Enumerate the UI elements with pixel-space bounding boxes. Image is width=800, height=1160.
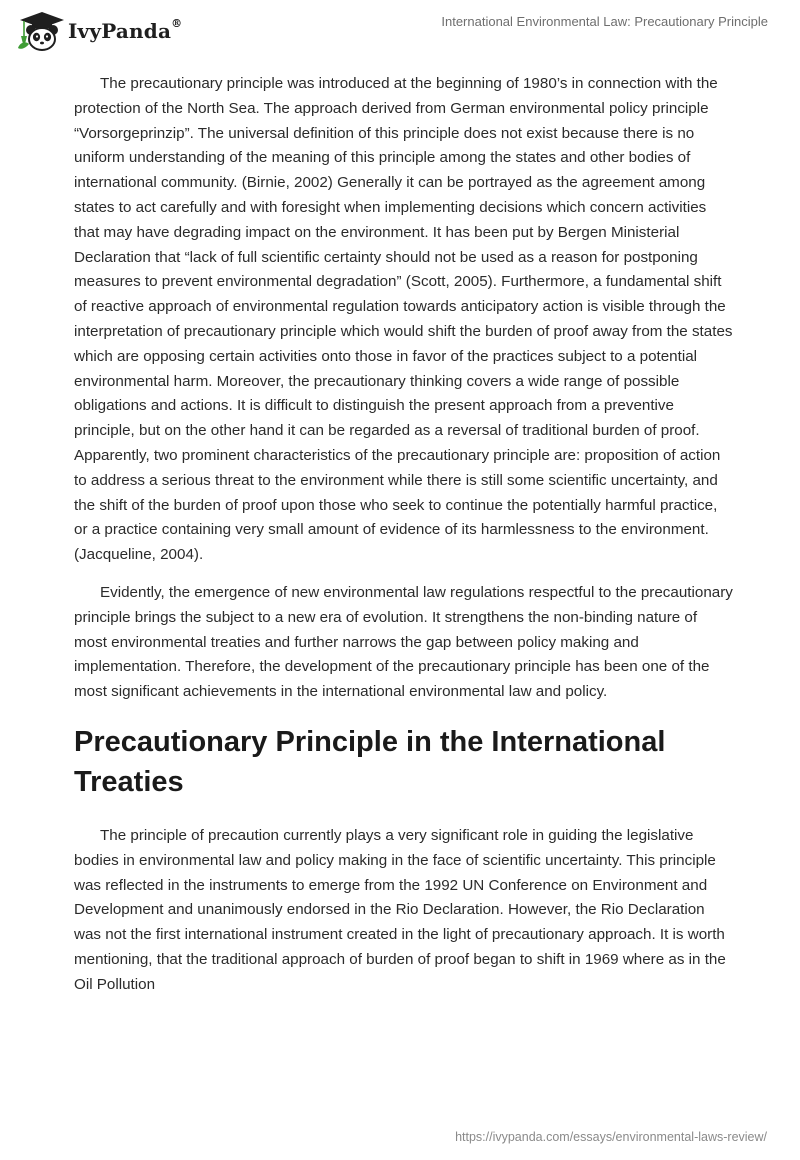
essay-content (74, 72, 734, 1011)
panda-graduate-icon (14, 10, 66, 54)
paragraph-1: The precautionary principle was introduced at the beginning of 1980’s in connection with the protection of the North Sea. The approach derived from German environmental policy principle “Vorsorgeprinzip”. The universal definition of this principle does not exist because there is no uniform understanding of the meaning of this principle among the states and other bodies of international community. (Birnie, 2002) Generally it can be portrayed as the agreement among states to act carefully and with foresight when implementing decisions which concern activities that may have degrading impact on the environment. It has been put by Bergen Ministerial Declaration that “lack of full scientific certainty should not be used as a reason for postponing measures to prevent environmental degradation” (Scott, 2005). Furthermore, a fundamental shift of reactive approach of environmental regulation towards anticipatory action is visible through the interpretation of precautionary principle which would shift the burden of proof away from the states which are opposing certain activities onto those in favor of the practices subject to a potential environmental harm. Moreover, the precautionary thinking covers a wide range of possible obligations and actions. It is difficult to distinguish the present approach from a preventive principle, but on the other hand it can be regarded as a reversal of traditional burden of proof. Apparently, two prominent characteristics of the precautionary principle are: proposition of action to address a serious threat to the environment while there is still some scientific uncertainty, and the shift of the burden of proof upon those who seek to continue the potentially harmful practice, or a practice containing very small amount of evidence of its harmlessness to the environment. (Jacqueline, 2004). (74, 75, 733, 564)
paragraph-2: Evidently, the emergence of new environmental law regulations respectful to the precautionary principle brings the subject to a new era of evolution. It strengthens the non-binding nature of most environmental treaties and further narrows the gap between policy making and implementation. Therefore, the development of the precautionary principle has been one of the most significant achievements in the international environmental law and policy. (74, 583, 733, 701)
paragraph-3: The principle of precaution currently plays a very significant role in guiding the legislative bodies in environmental law and policy making in the face of scientific uncertainty. This principle was reflected in the instruments to emerge from the 1992 UN Conference on Environment and Development and unanimously endorsed in the Rio Declaration. However, the Rio Declaration was not the first international instrument created in the light of precautionary approach. It is worth mentioning, that the traditional approach of burden of proof began to shift in 1969 where as in the Oil Pollution (74, 826, 726, 993)
page-header (0, 0, 800, 60)
registered-mark: ® (171, 17, 183, 31)
document-title: International Environmental Law: Precautionary Principle (441, 14, 768, 29)
brand-text: IvyPanda (68, 19, 172, 43)
section-heading: Precautionary Principle in the International Treaties (74, 725, 666, 798)
ivypanda-logo[interactable] (14, 10, 182, 54)
source-url-link[interactable]: https://ivypanda.com/essays/environmental-laws-review/ (455, 1130, 767, 1144)
brand-name (68, 19, 182, 43)
